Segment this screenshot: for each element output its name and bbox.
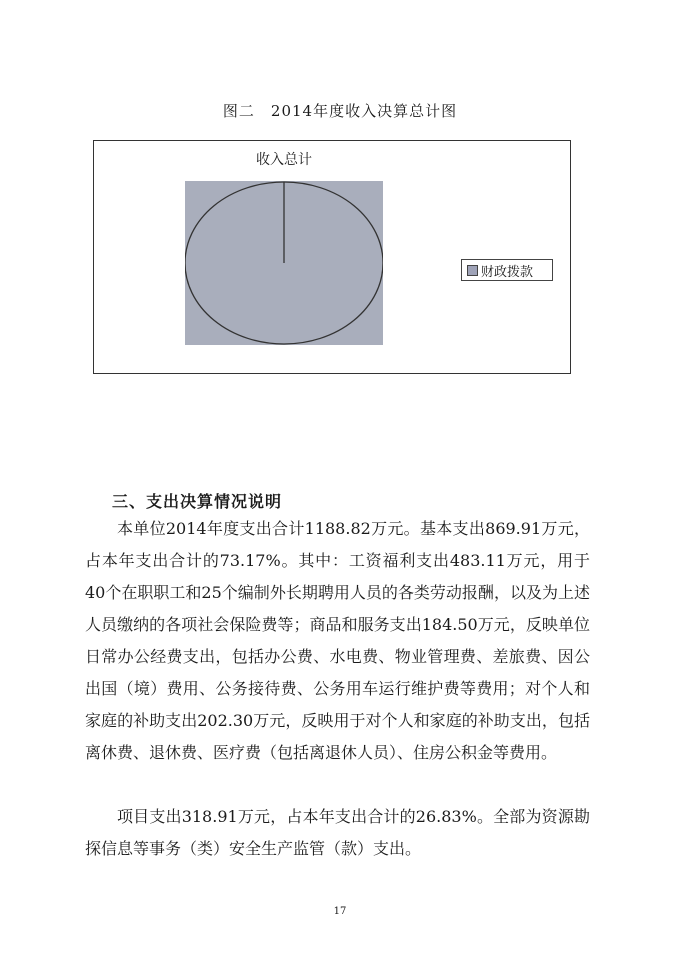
pie-chart (93, 140, 571, 374)
paragraph-text: 项目支出318.91万元，占本年支出合计的26.83%。全部为资源勘探信息等事务（类）安全生产监管（款）支出。 (85, 807, 590, 858)
chart-legend (461, 259, 553, 281)
legend-swatch (467, 265, 478, 276)
paragraph-expenditure-summary (85, 513, 590, 769)
chart-title: 收入总计 (256, 152, 312, 168)
page-number: 17 (333, 906, 347, 917)
pie-plot (185, 181, 383, 345)
figure-caption: 图二 2014年度收入决算总计图 (222, 102, 458, 120)
section-heading: 三、支出决算情况说明 (112, 492, 283, 511)
paragraph-project-expenditure (85, 801, 590, 865)
paragraph-text: 本单位2014年度支出合计1188.82万元。基本支出869.91万元，占本年支出合计的73.17%。其中：工资福利支出483.11万元，用于40个在职职工和25个编制外长期聘用人员的各类劳动报酬，以及为上述人员缴纳的各项社会保险费等；商品和服务支出184.50万元，反映单位日常办公经费支出，包括办公费、水电费、物业管理费、差旅费、因公出国（境）费用、公务接待费、公务用车运行维护费等费用；对个人和家庭的补助支出202.30万元，反映用于对个人和家庭的补助支出，包括离休费、退休费、医疗费（包括离退休人员）、住房公积金等费用。 (85, 519, 590, 762)
legend-label: 财政拨款 (481, 264, 534, 280)
